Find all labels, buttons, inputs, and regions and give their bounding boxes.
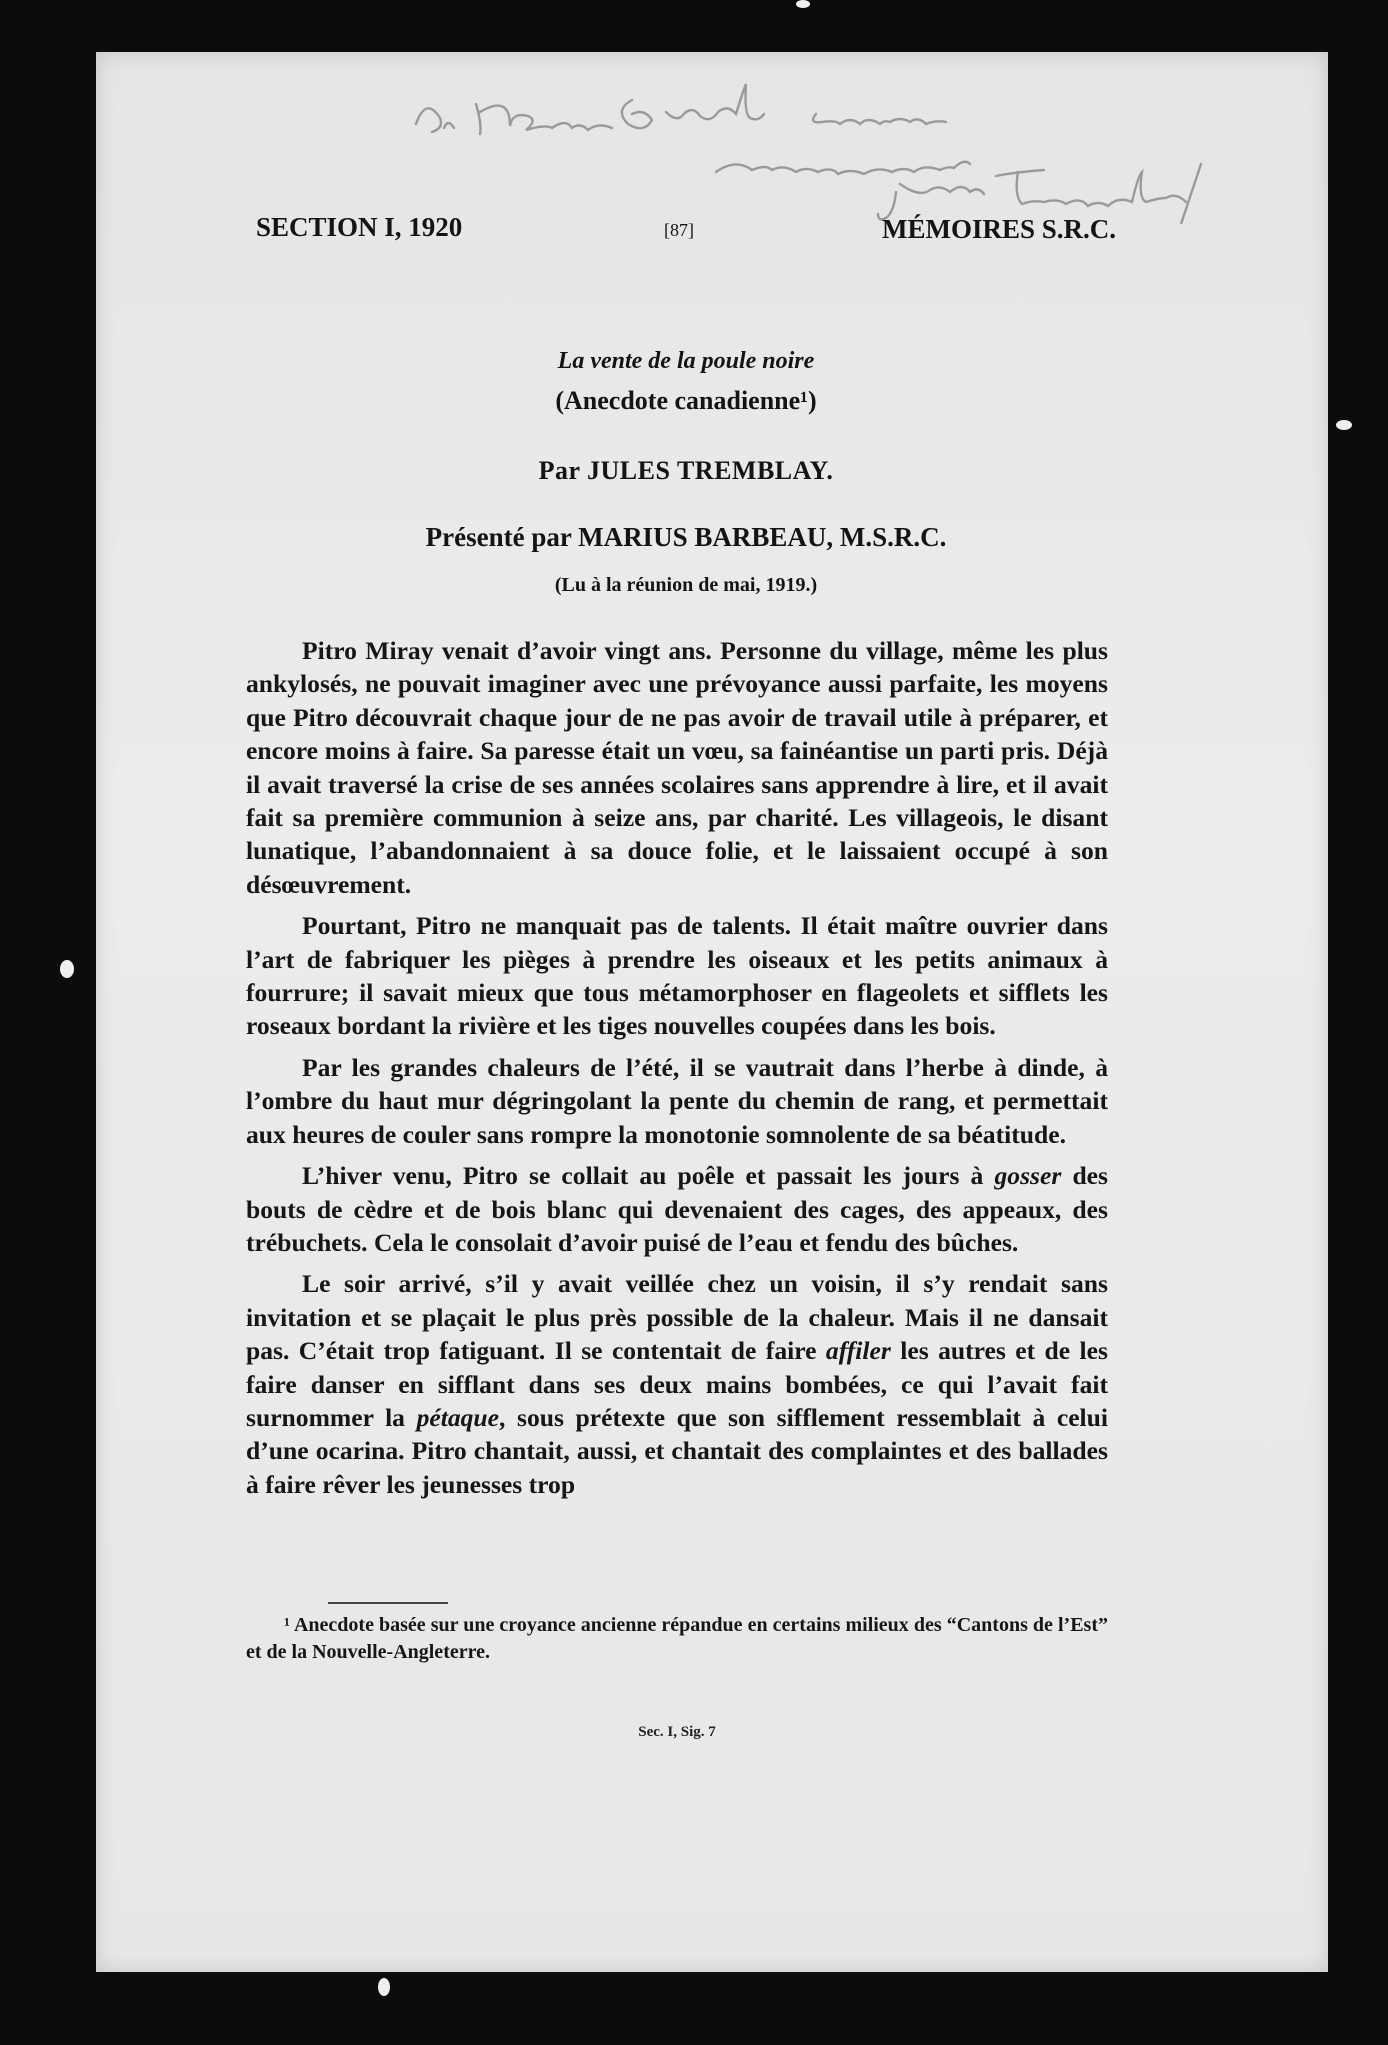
scanned-page [96, 52, 1328, 1972]
footnote: ¹ Anecdote basée sur une croyance ancienne répandue en certains milieux des “Cantons de l’Est” et de la Nouvelle-Angleterre. [246, 1614, 1108, 1663]
handwritten-dedication [296, 64, 1256, 224]
paragraph-5-text: Le soir arrivé, s’il y avait veillée chez un voisin, il s’y rendait sans invitation et se plaçait le plus près possible de la chaleur. Mais il ne dansait pas. C’était trop fatiguant. Il se contentait de faire [246, 1269, 1108, 1366]
paragraph-2: Pourtant, Pitro ne manquait pas de talents. Il était maître ouvrier dans l’art de fabriquer les pièges à prendre les oiseaux et les petits animaux à fourrure; il savait mieux que tous métamorphoser en flageolets et sifflets les roseaux bordant la rivière et les tiges nouvelles coupées dans les bois. [246, 911, 1108, 1041]
page-header [256, 210, 1116, 260]
paragraph-4-text: L’hiver venu, Pitro se collait au poêle et passait les jours à [302, 1161, 995, 1191]
scan-speck [1336, 420, 1352, 430]
handwriting-image [296, 64, 1256, 224]
article-title: La vente de la poule noire [557, 348, 815, 374]
italic-word: pétaque [416, 1402, 500, 1432]
scan-speck [378, 1978, 390, 1996]
signature-mark: Sec. I, Sig. 7 [638, 1724, 716, 1740]
memoires-label: MÉMOIRES S.R.C. [881, 214, 1116, 244]
footnote-divider [328, 1602, 448, 1604]
paragraph-5 [246, 1267, 1108, 1501]
section-label: SECTION I, 1920 [256, 212, 463, 242]
body-text [246, 634, 1108, 1509]
article-subtitle: (Anecdote canadienne¹) [555, 386, 817, 415]
paragraph-5-text-end: , sous prétexte que son sifflement ressemblait à celui d’une ocarina. Pitro chantait, aussi, et chantait des complaintes et des ballades à faire rêver les jeunesses trop [246, 1402, 1109, 1499]
paragraph-1: Pitro Miray venait d’avoir vingt ans. Personne du village, même les plus ankylosés, ne pouvait imaginer avec une prévoyance aussi parfaite, les moyens que Pitro découvrait chaque jour de ne pas avoir de travail utile à préparer, et encore moins à faire. Sa paresse était un vœu, sa fainéantise un parti pris. Déjà il avait traversé la crise de ses années scolaires sans apprendre à lire, et il avait fait sa première communion à seize ans, par charité. Les villageois, le disant lunatique, l’abandonnaient à sa douce folie, et le laissaient occupé à son désœuvrement. [246, 636, 1108, 899]
read-note: (Lu à la réunion de mai, 1919.) [554, 574, 818, 596]
presenter-line: Présenté par MARIUS BARBEAU, M.S.R.C. [425, 522, 947, 552]
paragraph-4-text-end: des bouts de cèdre et de bois blanc qui devenaient des cages, des appeaux, des trébuchets. Cela le consolait d’avoir puisé de l’eau et fendu des bûches. [246, 1161, 1109, 1257]
author-line: Par JULES TREMBLAY. [538, 456, 834, 485]
paragraph-4 [246, 1159, 1108, 1259]
italic-word: affiler [825, 1336, 891, 1366]
scan-speck [796, 0, 810, 8]
paragraph-3: Par les grandes chaleurs de l’été, il se vautrait dans l’herbe à dinde, à l’ombre du haut mur dégringolant la pente du chemin de rang, et permettait aux heures de couler sans rompre la monotonie somnolente de sa béatitude. [246, 1052, 1108, 1149]
paragraph-5-text-middle: les autres et de les faire danser en sifflant dans ses deux mains bombées, ce qui l’avait fait surnommer la [246, 1336, 1108, 1432]
scan-speck [60, 960, 74, 978]
page-number: [87] [664, 220, 694, 240]
italic-word: gosser [994, 1161, 1062, 1191]
